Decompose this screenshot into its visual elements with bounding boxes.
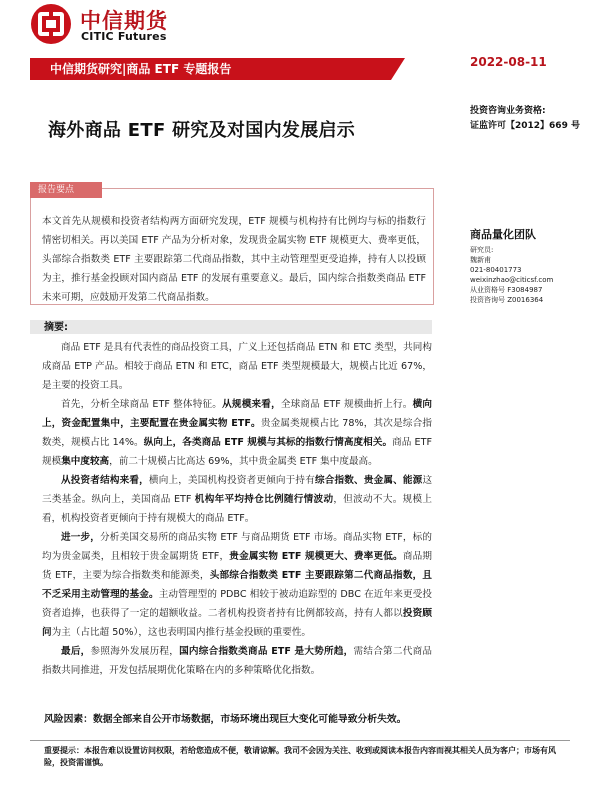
report-title: 海外商品 ETF 研究及对国内发展启示 — [48, 120, 356, 141]
license-info — [470, 104, 580, 134]
summary-tag: 报告要点 — [30, 182, 102, 198]
report-type-label: 中信期货研究|商品 ETF 专题报告 — [50, 62, 232, 76]
abstract-title: 摘要: — [44, 322, 68, 333]
abstract-paragraph-5: 最后，参照海外发展历程，国内综合指数类商品 ETF 是大势所趋，需结合第二代商品指数共同推进，开发包括展期优化策略在内的多种策略优化指数。 — [42, 646, 433, 676]
citic-futures-logo — [30, 3, 180, 47]
footer-divider — [30, 740, 570, 741]
abstract-paragraph-4: 进一步，分析美国交易所的商品实物 ETF 与商品期货 ETF 市场。商品实物 ETF，标的均为贵金属类，且相较于贵金属期货 ETF，贵金属实物 ETF 规模更大、费率更低。商品期货 ETF，主要为综合指数类和能源类，头部综合指数类 ETF 主要跟踪第二代商品指数，且不乏采用主动管理的基金。主动管理型的 PDBC 相较于被动追踪型的 DBC 在近年来更受投资者追捧，也获得了一定的超额收益。二者机构投资者持有比例都较高，持有人都以投资顾问为主（占比超 50%），这也表明国内推行基金投顾的重要性。 — [42, 532, 433, 638]
summary-text: 本文首先从规模和投资者结构两方面研究发现，ETF 规模与机构持有比例均与标的指数行情密切相关。再以美国 ETF 产品为分析对象，发现贵金属实物 ETF 规模更大、费率更低，头部综合指数类 ETF 主要跟踪第二代商品指数，其中主动管理型更受追捧，持有人以投顾为主，推行基金投顾对国内商品 ETF 的发展有重要意义。最后，国内综合指数类商品 ETF 未来可期，应鼓励开发第二代商品指数。 — [42, 216, 426, 303]
researcher-name: 魏新甫 — [470, 256, 491, 264]
team-name: 商品量化团队 — [470, 228, 536, 241]
consulting-number: 投资咨询号 Z0016364 — [470, 296, 544, 304]
abstract-paragraph-1: 商品 ETF 是具有代表性的商品投资工具，广义上还包括商品 ETN 和 ETC 类型，共同构成商品 ETP 产品。相较于商品 ETN 和 ETC，商品 ETF 类型规模最大，规模占比近 67%，是主要的投资工具。 — [42, 342, 432, 391]
license-label: 投资咨询业务资格: — [470, 106, 546, 116]
abstract-header-bar — [30, 320, 432, 334]
important-notice: 重要提示：本报告难以设置访问权限，若给您造成不便，敬请谅解。我司不会因为关注、收到或阅读本报告内容而视其相关人员为客户；市场有风险，投资需谨慎。 — [44, 746, 556, 767]
qualification-number: 从业资格号 F3084987 — [470, 286, 543, 294]
abstract-paragraph-3: 从投资者结构来看，横向上，美国机构投资者更倾向于持有综合指数、贵金属、能源这三类基金。纵向上，美国商品 ETF 机构年平均持仓比例随行情波动，但波动不大。规模上看，机构投资者更倾向于持有规模大的商品 ETF。 — [42, 475, 433, 524]
license-number: 证监许可【2012】669 号 — [470, 121, 580, 131]
risk-factors: 风险因素：数据全部来自公开市场数据，市场环境出现巨大变化可能导致分析失效。 — [44, 714, 407, 725]
logo-chinese-name: 中信期货 — [80, 9, 168, 33]
researcher-phone: 021-80401773 — [470, 266, 522, 274]
report-date: 2022-08-11 — [470, 55, 547, 69]
citic-emblem-icon — [30, 3, 72, 45]
abstract-paragraph-2: 首先，分析全球商品 ETF 整体特征。从规模来看，全球商品 ETF 规模曲折上行。横向上，资金配置集中，主要配置在贵金属实物 ETF。贵金属类规模占比 78%，其次是综合指数类，规模占比 14%。纵向上，各类商品 ETF 规模与其标的指数行情高度相关。商品 ETF 规模集中度较高，前二十规模占比高达 69%，其中贵金属类 ETF 集中度最高。 — [42, 399, 432, 467]
logo-english-name: CITIC Futures — [81, 30, 167, 43]
researcher-email[interactable]: weixinzhao@citicsf.com — [470, 276, 554, 284]
research-team-info — [470, 226, 590, 305]
researcher-label: 研究员: — [470, 246, 494, 254]
